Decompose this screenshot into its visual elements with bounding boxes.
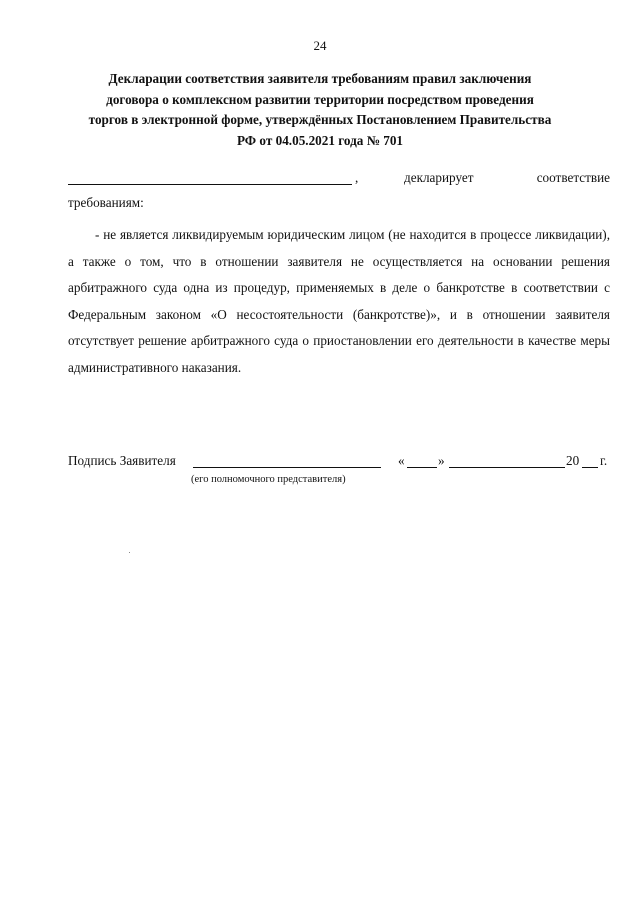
year-blank [582, 467, 598, 468]
signature-blank [193, 467, 381, 468]
declaration-comma: , [355, 170, 359, 185]
date-quote-open: « [398, 453, 405, 468]
signature-caption: (его полномочного представителя) [191, 474, 346, 485]
document-title [80, 69, 560, 151]
day-blank [407, 467, 437, 468]
title-line-1: Декларации соответствия заявителя требованиям правил заключения [108, 71, 532, 86]
year-century: 20 [566, 453, 580, 468]
title-line-4: РФ от 04.05.2021 года № 701 [236, 132, 404, 148]
page-number: 24 [313, 38, 327, 53]
date-quote-close: » [438, 453, 445, 468]
requirements-word: требованиям: [68, 195, 144, 210]
title-line-2: договора о комплексном развитии территории посредством проведения [106, 91, 534, 107]
signature-row [68, 453, 610, 473]
title-line-3: торгов в электронной форме, утверждённых Постановлением Правительства [88, 112, 552, 127]
declaration-paragraph: - не является ликвидируемым юридическим лицом (не находится в процессе ликвидации), а также о том, что в отношении заявителя не осуществляется на основании решения арбитражного суда одна из процедур, применяемых в деле о банкротстве в соответствии с Федеральным законом «О несостоятельности (банкротстве)», и в отношении заявителя отсутствует решение арбитражного суда о приостановлении его деятельности в качестве меры административного наказания. [68, 227, 610, 375]
applicant-name-blank [68, 184, 352, 185]
month-blank [449, 467, 565, 468]
scan-speck [129, 552, 130, 553]
declaration-line [68, 170, 610, 190]
compliance-word: соответствие [536, 170, 610, 185]
year-suffix: г. [600, 453, 608, 468]
signature-label: Подпись Заявителя [68, 453, 176, 468]
declares-word: декларирует [404, 170, 474, 185]
